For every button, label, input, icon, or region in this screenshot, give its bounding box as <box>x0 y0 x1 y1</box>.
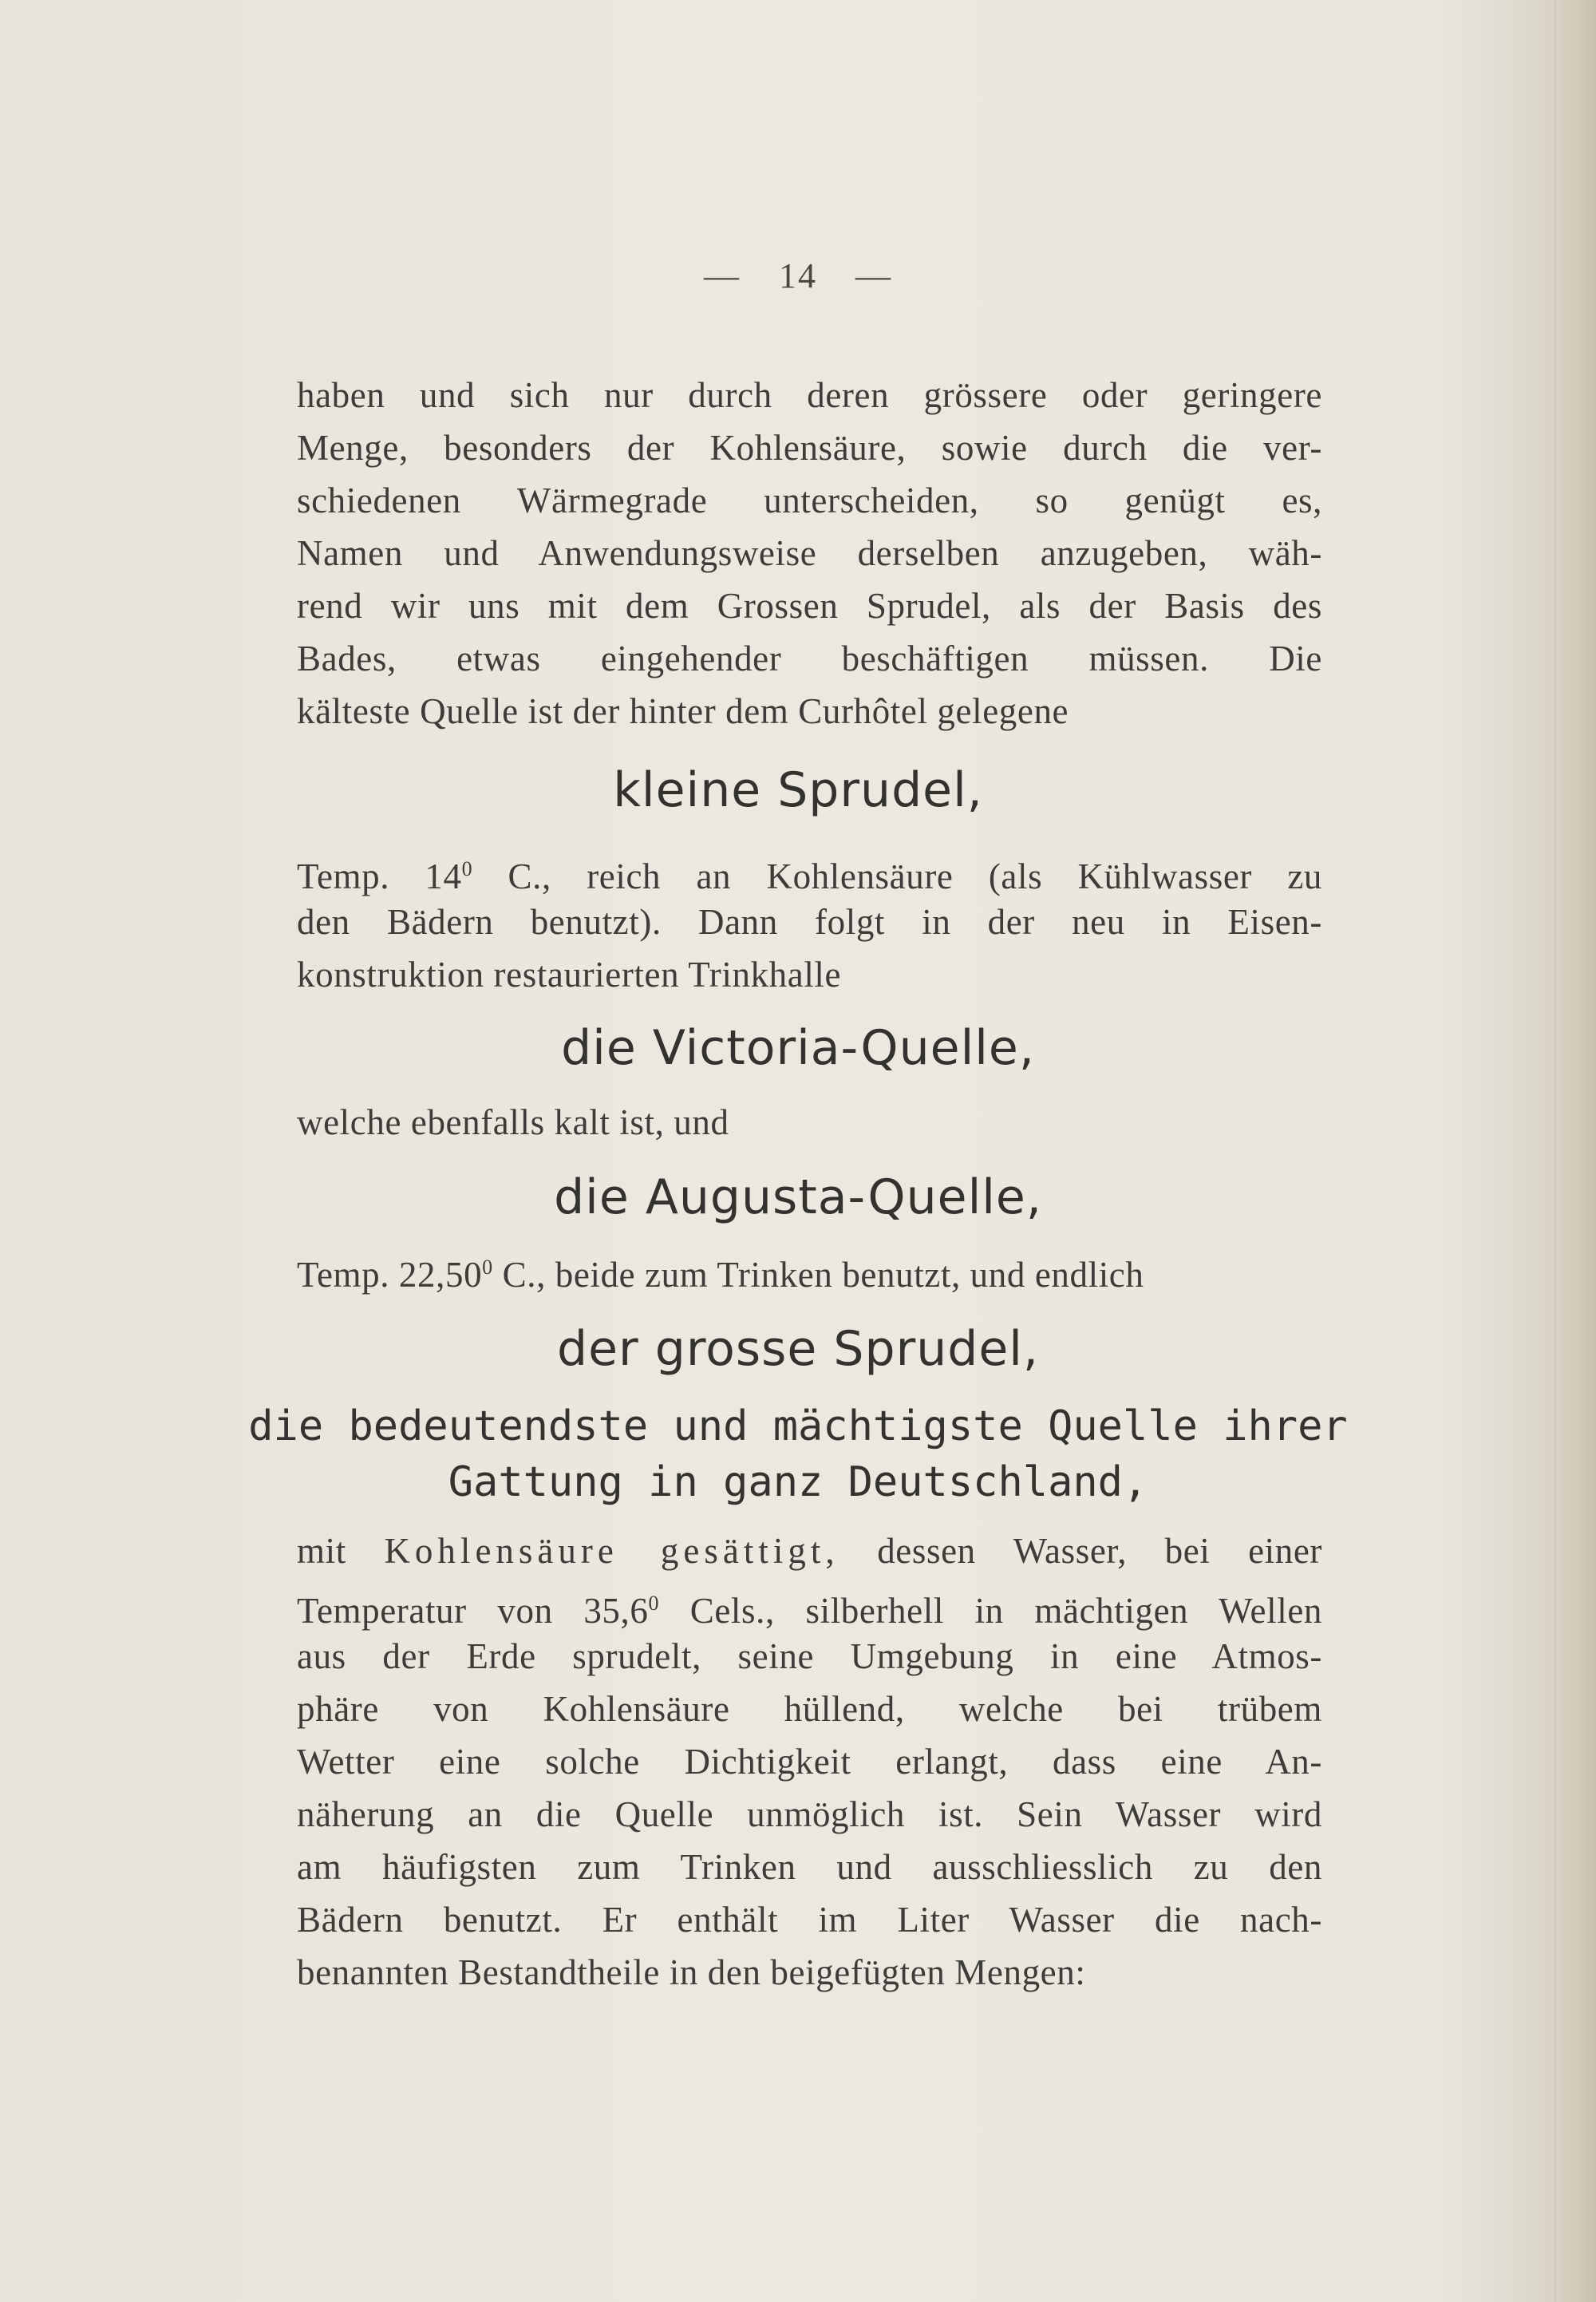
temp-text-rest: Cels., silberhell in mächtigen Wellen <box>659 1591 1322 1631</box>
text-line: Namen und Anwendungsweise derselben anzugeben, wäh- <box>297 533 1322 573</box>
heading-victoria-quelle: die Victoria-Quelle, <box>561 1020 1035 1076</box>
text-line: kälteste Quelle ist der hinter dem Curhôtel gelegene <box>297 691 1069 731</box>
degree-mark: 0 <box>648 1592 660 1615</box>
page-number-value: 14 <box>779 256 817 295</box>
heading-kleine-sprudel: kleine Sprudel, <box>613 762 983 818</box>
page-number <box>0 255 1596 296</box>
paragraph-grosse-sprudel <box>297 1525 1322 1999</box>
temp-text: Temperatur von 35,6 <box>297 1591 649 1631</box>
subheading-line-2: Gattung in ganz Deutschland, <box>448 1458 1148 1506</box>
temp-text-rest: C., reich an Kohlensäure (als Kühlwasser zu <box>472 856 1322 896</box>
text-line: welche ebenfalls kalt ist, und <box>297 1102 729 1142</box>
subheading-line-1: die bedeutendste und mächtigste Quelle ihrer <box>248 1402 1348 1450</box>
text-line: Bades, etwas eingehender beschäftigen müssen. Die <box>297 639 1322 678</box>
text-segment: mit <box>297 1531 385 1571</box>
text-line <box>297 843 1322 896</box>
text-line: konstruktion restaurierten Trinkhalle <box>297 955 842 995</box>
page-number-dash-left: — <box>704 256 741 295</box>
text-line: Wetter eine solche Dichtigkeit erlangt, dass eine An- <box>297 1742 1322 1782</box>
heading-augusta-quelle: die Augusta-Quelle, <box>554 1169 1042 1225</box>
paragraph-victoria <box>297 1096 1322 1149</box>
text-line: haben und sich nur durch deren grössere oder geringere <box>297 375 1322 415</box>
paragraph-augusta <box>297 1241 1322 1294</box>
heading-grosse-sprudel: der grosse Sprudel, <box>557 1321 1039 1377</box>
text-line: aus der Erde sprudelt, seine Umgebung in eine Atmos- <box>297 1636 1322 1676</box>
text-line: den Bädern benutzt). Dann folgt in der neu in Eisen- <box>297 902 1322 942</box>
page-number-dash-right: — <box>855 256 892 295</box>
temp-text: Temp. 22,50 <box>297 1255 483 1295</box>
text-line: Bädern benutzt. Er enthält im Liter Wasser die nach- <box>297 1900 1322 1940</box>
text-line: phäre von Kohlensäure hüllend, welche bei trübem <box>297 1689 1322 1729</box>
text-line: schiedenen Wärmegrade unterscheiden, so genügt es, <box>297 481 1322 520</box>
paragraph-kleine-sprudel <box>297 843 1322 1001</box>
paragraph-intro <box>297 369 1322 738</box>
degree-mark: 0 <box>461 857 473 880</box>
text-line: am häufigsten zum Trinken und ausschliesslich zu den <box>297 1847 1322 1887</box>
text-line <box>297 1525 1322 1577</box>
temp-text-rest: C., beide zum Trinken benutzt, und endlich <box>492 1255 1144 1295</box>
text-line <box>297 1577 1322 1630</box>
text-line: Menge, besonders der Kohlensäure, sowie durch die ver- <box>297 428 1322 468</box>
text-line: näherung an die Quelle unmöglich ist. Sein Wasser wird <box>297 1794 1322 1834</box>
text-segment: dessen Wasser, bei einer <box>839 1531 1322 1571</box>
spaced-text: Kohlensäure gesättigt, <box>384 1531 839 1571</box>
text-line <box>297 1241 1322 1294</box>
temp-text: Temp. 14 <box>297 856 462 896</box>
degree-mark: 0 <box>482 1256 493 1279</box>
text-line: benannten Bestandtheile in den beigefügten Mengen: <box>297 1952 1086 1992</box>
page-edge-shadow <box>1556 0 1596 2302</box>
text-line: rend wir uns mit dem Grossen Sprudel, als der Basis des <box>297 586 1322 626</box>
